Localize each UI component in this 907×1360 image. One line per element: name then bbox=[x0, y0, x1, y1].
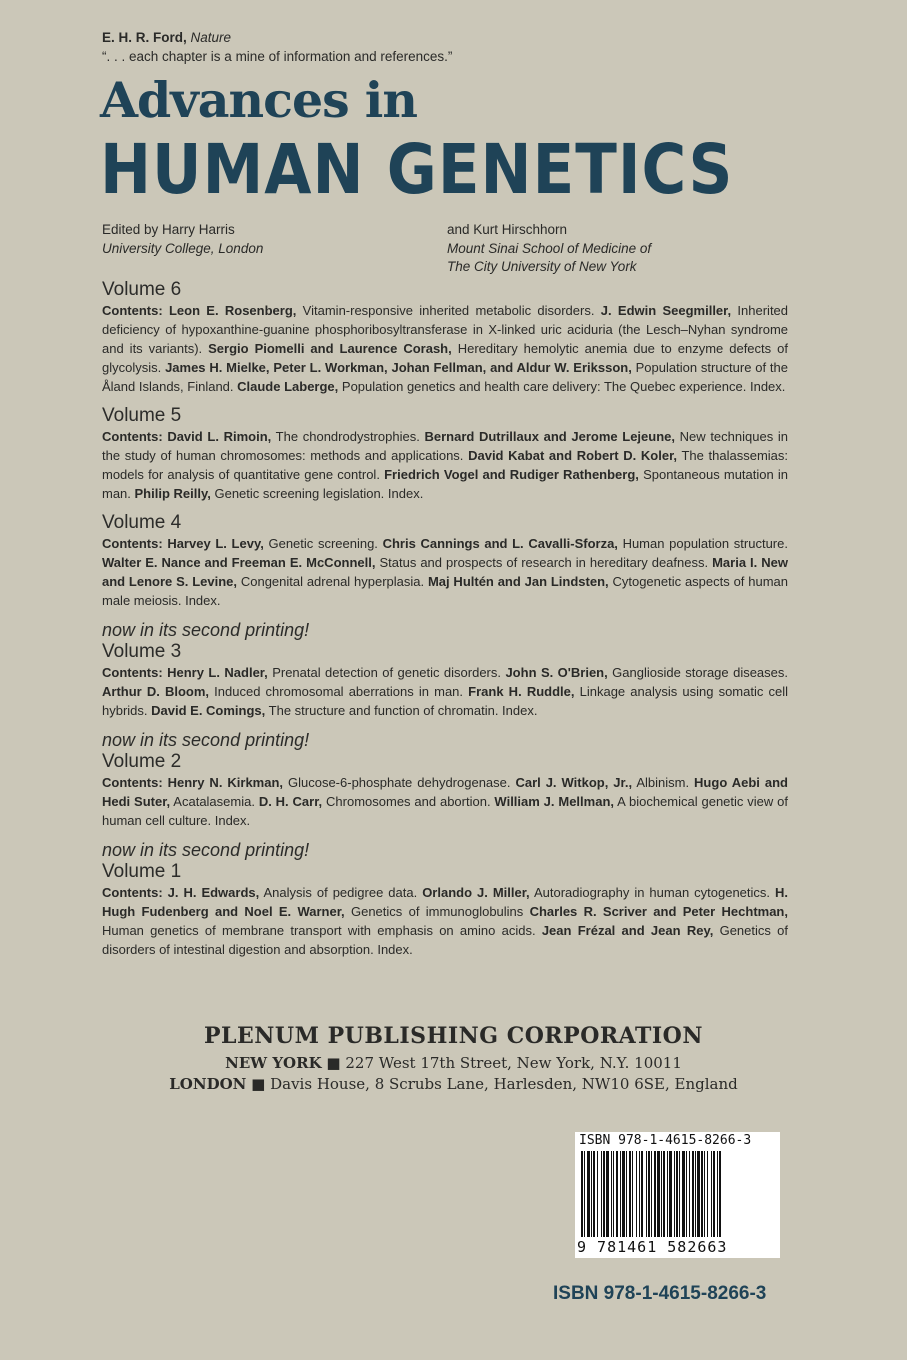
volume-title: Volume 4 bbox=[102, 512, 182, 533]
editor-left bbox=[102, 221, 263, 258]
second-printing-note: now in its second printing! bbox=[102, 620, 310, 640]
chapter-title: Hereditary hemolytic anemia due to enzyme defects of glycolysis. bbox=[102, 341, 788, 375]
barcode-bar bbox=[581, 1151, 583, 1237]
editor-right-name: and Kurt Hirschhorn bbox=[447, 222, 568, 237]
editor-left-affiliation: University College, London bbox=[102, 240, 264, 256]
volume-contents bbox=[102, 427, 788, 503]
separator-square-icon: ■ bbox=[326, 1054, 341, 1072]
contributor-name: Chris Cannings and L. Cavalli-Sforza, bbox=[382, 536, 618, 551]
chapter-title: Vitamin-responsive inherited metabolic disorders. bbox=[296, 303, 601, 318]
volume-section bbox=[102, 405, 788, 503]
chapter-title: Autoradiography in human cytogenetics. bbox=[529, 885, 776, 900]
contributor-name: Contents: Henry L. Nadler, bbox=[102, 665, 268, 680]
chapter-title: The chondrodystrophies. bbox=[271, 429, 425, 444]
volume-list bbox=[102, 279, 788, 968]
chapter-title: Genetic screening legislation. Index. bbox=[210, 486, 424, 501]
contributor-name: David Kabat and Robert D. Koler, bbox=[468, 448, 678, 463]
chapter-title: Ganglioside storage diseases. bbox=[607, 665, 789, 680]
volume-contents bbox=[102, 883, 788, 959]
barcode-bar bbox=[719, 1151, 721, 1237]
barcode-bar bbox=[584, 1151, 585, 1237]
barcode-bar bbox=[648, 1151, 650, 1237]
volume-contents bbox=[102, 773, 788, 830]
contributor-name: Charles R. Scriver and Peter Hechtman, bbox=[529, 904, 788, 919]
barcode-bar bbox=[695, 1151, 696, 1237]
contributor-name: Walter E. Nance and Freeman E. McConnell, bbox=[102, 555, 376, 570]
chapter-title: Status and prospects of research in hereditary deafness. bbox=[375, 555, 713, 570]
barcode-bar bbox=[601, 1151, 602, 1237]
volume-contents bbox=[102, 534, 788, 610]
barcode-bar bbox=[717, 1151, 718, 1237]
contributor-name: William J. Mellman, bbox=[494, 794, 615, 809]
chapter-title: Congenital adrenal hyperplasia. bbox=[237, 574, 428, 589]
publisher-new-york-line bbox=[0, 1054, 907, 1072]
chapter-title: Linkage analysis using somatic cell hybrids. bbox=[102, 684, 789, 718]
contributor-name: Contents: Leon E. Rosenberg, bbox=[102, 303, 297, 318]
contributor-name: Frank H. Ruddle, bbox=[468, 684, 575, 699]
contributor-name: John S. O'Brien, bbox=[505, 665, 608, 680]
contributor-name: Maj Hultén and Jan Lindsten, bbox=[427, 574, 609, 589]
barcode-bar bbox=[704, 1151, 705, 1237]
contributor-name: Contents: J. H. Edwards, bbox=[102, 885, 260, 900]
review-author: E. H. R. Ford, bbox=[102, 30, 187, 45]
chapter-title: The structure and function of chromatin. Index. bbox=[265, 703, 538, 718]
editor-right-affiliation-2: The City University of New York bbox=[447, 259, 637, 274]
barcode-bar bbox=[707, 1151, 708, 1237]
chapter-title: Acatalasemia. bbox=[170, 794, 259, 809]
publisher-london-line bbox=[0, 1075, 907, 1093]
barcode-bar bbox=[606, 1151, 609, 1237]
barcode-digits: 9 781461 582663 bbox=[577, 1238, 728, 1256]
barcode-bar bbox=[679, 1151, 680, 1237]
barcode-bar bbox=[603, 1151, 605, 1237]
chapter-title: A biochemical genetic view of human cell culture. Index. bbox=[102, 794, 788, 828]
isbn-footer: ISBN 978-1-4615-8266-3 bbox=[553, 1283, 767, 1304]
publisher-name: PLENUM PUBLISHING CORPORATION bbox=[204, 1023, 703, 1049]
contributor-name: Carl J. Witkop, Jr., bbox=[515, 775, 633, 790]
barcode-bar bbox=[676, 1151, 678, 1237]
volume-contents bbox=[102, 301, 788, 396]
barcode-bar bbox=[667, 1151, 668, 1237]
chapter-title: New techniques in the study of human chromosomes: methods and applications. bbox=[102, 429, 788, 463]
barcode-bar bbox=[629, 1151, 631, 1237]
editor-right bbox=[447, 221, 651, 277]
chapter-title: Spontaneous mutation in man. bbox=[102, 467, 789, 501]
contributor-name: Orlando J. Miller, bbox=[422, 885, 530, 900]
second-printing-note: now in its second printing! bbox=[102, 840, 310, 860]
barcode-bar bbox=[669, 1151, 672, 1237]
volume-title: Volume 1 bbox=[102, 861, 182, 882]
barcode-bar bbox=[689, 1151, 690, 1237]
publisher-london-address: Davis House, 8 Scrubs Lane, Harlesden, NW10 6SE, England bbox=[270, 1075, 738, 1093]
barcode-bar bbox=[686, 1151, 687, 1237]
volume-title: Volume 5 bbox=[102, 405, 182, 426]
chapter-title: Chromosomes and abortion. bbox=[322, 794, 495, 809]
barcode-bar bbox=[657, 1151, 660, 1237]
barcode-bar bbox=[611, 1151, 612, 1237]
barcode-bar bbox=[682, 1151, 685, 1237]
chapter-title: Population structure of the Åland Islands, Finland. bbox=[102, 360, 788, 394]
chapter-title: The thalassemias: models for analysis of quantitative gene control. bbox=[102, 448, 789, 482]
contributor-name: Contents: Henry N. Kirkman, bbox=[102, 775, 284, 790]
editor-right-affiliation-1: Mount Sinai School of Medicine of bbox=[447, 240, 652, 256]
contributor-name: Hugo Aebi and Hedi Suter, bbox=[102, 775, 788, 809]
barcode-bar bbox=[697, 1151, 700, 1237]
contributor-name: H. Hugh Fudenberg and Noel E. Warner, bbox=[102, 885, 789, 919]
barcode-bar bbox=[620, 1151, 621, 1237]
barcode-bar bbox=[639, 1151, 640, 1237]
review-text: “. . . each chapter is a mine of information and references.” bbox=[102, 49, 453, 64]
contributor-name: Maria I. New and Lenore S. Levine, bbox=[102, 555, 789, 589]
barcode-bar bbox=[711, 1151, 712, 1237]
review-source: Nature bbox=[190, 30, 232, 45]
barcode-bar bbox=[654, 1151, 656, 1237]
barcode-bar bbox=[636, 1151, 637, 1237]
volume-section bbox=[102, 839, 788, 959]
barcode-bar bbox=[632, 1151, 633, 1237]
chapter-title: Analysis of pedigree data. bbox=[259, 885, 423, 900]
volume-title: Volume 2 bbox=[102, 751, 182, 772]
barcode-bars-icon bbox=[579, 1151, 776, 1237]
contributor-name: D. H. Carr, bbox=[258, 794, 323, 809]
chapter-title: Population genetics and health care delivery: The Quebec experience. Index. bbox=[338, 379, 786, 394]
review-quote bbox=[102, 28, 452, 66]
barcode-bar bbox=[593, 1151, 595, 1237]
barcode-bar bbox=[641, 1151, 643, 1237]
barcode-bar bbox=[622, 1151, 625, 1237]
chapter-title: Albinism. bbox=[632, 775, 695, 790]
contributor-name: Contents: Harvey L. Levy, bbox=[102, 536, 264, 551]
barcode-bar bbox=[692, 1151, 694, 1237]
contributor-name: Arthur D. Bloom, bbox=[102, 684, 210, 699]
barcode-bar bbox=[616, 1151, 618, 1237]
contributor-name: Bernard Dutrillaux and Jerome Lejeune, bbox=[424, 429, 675, 444]
contributor-name: Contents: David L. Rimoin, bbox=[102, 429, 272, 444]
barcode-bar bbox=[674, 1151, 675, 1237]
contributor-name: Friedrich Vogel and Rudiger Rathenberg, bbox=[384, 467, 639, 482]
barcode-bar bbox=[597, 1151, 598, 1237]
barcode-bar bbox=[646, 1151, 647, 1237]
chapter-title: Cytogenetic aspects of human male meiosis. Index. bbox=[102, 574, 788, 608]
chapter-title: Human population structure. bbox=[617, 536, 788, 551]
volume-section bbox=[102, 279, 788, 396]
contributor-name: Philip Reilly, bbox=[134, 486, 211, 501]
contributor-name: David E. Comings, bbox=[151, 703, 266, 718]
publisher-ny-address: 227 West 17th Street, New York, N.Y. 10011 bbox=[345, 1054, 682, 1072]
barcode-bar bbox=[651, 1151, 652, 1237]
chapter-title: Prenatal detection of genetic disorders. bbox=[267, 665, 506, 680]
barcode-bar bbox=[713, 1151, 715, 1237]
barcode-bar bbox=[663, 1151, 665, 1237]
barcode-isbn-label: ISBN 978-1-4615-8266-3 bbox=[579, 1133, 752, 1148]
review-attribution bbox=[102, 28, 452, 47]
chapter-title: Glucose-6-phosphate dehydrogenase. bbox=[283, 775, 516, 790]
separator-square-icon: ■ bbox=[251, 1075, 266, 1093]
title-line-1: Advances in bbox=[100, 71, 418, 129]
volume-section bbox=[102, 512, 788, 610]
publisher-london-label: LONDON bbox=[169, 1075, 247, 1093]
volume-section bbox=[102, 729, 788, 830]
barcode-bar bbox=[661, 1151, 662, 1237]
contributor-name: James H. Mielke, Peter L. Workman, Johan Fellman, and Aldur W. Eriksson, bbox=[165, 360, 632, 375]
title-line-2: HUMAN GENETICS bbox=[100, 130, 734, 210]
contributor-name: J. Edwin Seegmiller, bbox=[600, 303, 732, 318]
volume-contents bbox=[102, 663, 788, 720]
volume-title: Volume 6 bbox=[102, 279, 182, 300]
volume-section bbox=[102, 619, 788, 720]
chapter-title: Genetics of disorders of intestinal digestion and absorption. Index. bbox=[102, 923, 788, 957]
chapter-title: Induced chromosomal aberrations in man. bbox=[209, 684, 469, 699]
contributor-name: Sergio Piomelli and Laurence Corash, bbox=[208, 341, 452, 356]
chapter-title: Human genetics of membrane transport with emphasis on amino acids. bbox=[102, 923, 542, 938]
second-printing-note: now in its second printing! bbox=[102, 730, 310, 750]
barcode-bar bbox=[613, 1151, 614, 1237]
chapter-title: Inherited deficiency of hypoxanthine-guanine phosphoribosyltransferase in X-linked uric aciduria (the Lesch–Nyhan syndrome and its variants). bbox=[102, 303, 789, 356]
editor-left-name: Edited by Harry Harris bbox=[102, 222, 235, 237]
chapter-title: Genetics of immunoglobulins bbox=[344, 904, 530, 919]
barcode-bar bbox=[701, 1151, 703, 1237]
volume-title: Volume 3 bbox=[102, 641, 182, 662]
barcode-bar bbox=[587, 1151, 590, 1237]
barcode-bar bbox=[591, 1151, 592, 1237]
publisher-ny-label: NEW YORK bbox=[225, 1054, 322, 1072]
contributor-name: Claude Laberge, bbox=[237, 379, 339, 394]
barcode bbox=[575, 1132, 780, 1258]
barcode-bar bbox=[626, 1151, 627, 1237]
chapter-title: Genetic screening. bbox=[263, 536, 383, 551]
contributor-name: Jean Frézal and Jean Rey, bbox=[541, 923, 714, 938]
